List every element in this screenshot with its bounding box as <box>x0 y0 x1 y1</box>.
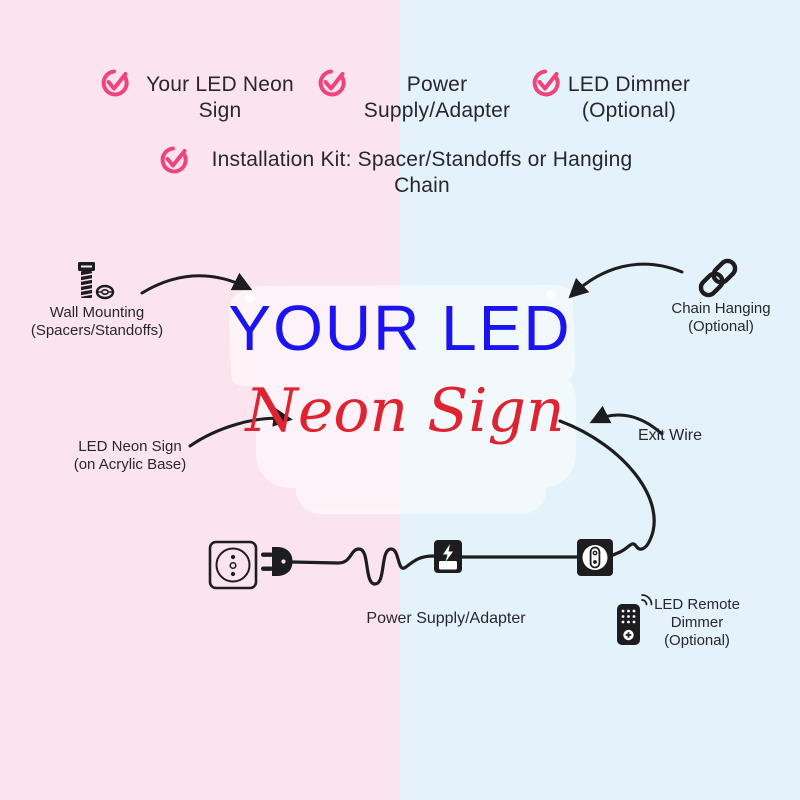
callout-line: Wall Mounting <box>49 304 145 321</box>
arrow-chain-hanging-to-sign <box>572 264 682 295</box>
callout-line: (Optional) <box>664 632 730 649</box>
callout-exit-wire: Exit Wire <box>638 427 702 444</box>
callout-line: (on Acrylic Base) <box>73 456 187 473</box>
callout-line: (Optional) <box>688 318 754 335</box>
callout-led-neon-sign <box>42 438 218 474</box>
checklist-label-line: Your LED Neon <box>146 73 294 96</box>
dimmer-switch-icon <box>577 539 613 576</box>
checklist-label-line: Power <box>406 73 468 96</box>
power-cord-wire <box>292 549 434 584</box>
checklist-item-your-led-neon-sign <box>136 72 304 124</box>
checklist-item-power-supply <box>352 72 522 124</box>
power-outlet-icon <box>210 542 256 588</box>
checklist-label-line: (Optional) <box>581 99 677 122</box>
sign-text-neon-sign: Neon Sign <box>245 376 565 446</box>
callout-power-supply-adapter: Power Supply/Adapter <box>366 610 526 627</box>
checklist-label-line: LED Dimmer <box>567 73 691 96</box>
callout-line: Dimmer <box>670 614 724 631</box>
checklist-item-led-dimmer <box>548 72 710 124</box>
arrow-wall-mounting-to-sign <box>142 276 248 293</box>
callout-line: LED Neon Sign <box>78 438 182 455</box>
checklist-label-line: Installation Kit: Spacer/Standoffs or Hanging <box>211 148 633 171</box>
checklist-label-line: Chain <box>394 174 450 197</box>
checklist-item-installation-kit <box>192 147 652 199</box>
callout-line: Chain Hanging <box>671 300 771 317</box>
check-icon <box>316 68 346 98</box>
plug-icon <box>261 547 293 576</box>
callout-chain-hanging <box>645 300 797 336</box>
checklist-label-line: Supply/Adapter <box>363 99 511 122</box>
callout-line: (Spacers/Standoffs) <box>30 322 164 339</box>
callout-led-remote-dimmer <box>644 596 750 650</box>
check-icon <box>158 145 188 175</box>
screw-and-nut-icon <box>78 262 113 298</box>
callout-wall-mounting <box>8 304 186 340</box>
checklist-label-line: Sign <box>198 99 242 122</box>
sign-text-your-led: YOUR LED <box>228 292 572 364</box>
power-adapter-icon <box>434 540 462 573</box>
callout-line: LED Remote <box>654 596 740 613</box>
chain-link-icon <box>698 258 738 298</box>
check-icon <box>99 68 129 98</box>
